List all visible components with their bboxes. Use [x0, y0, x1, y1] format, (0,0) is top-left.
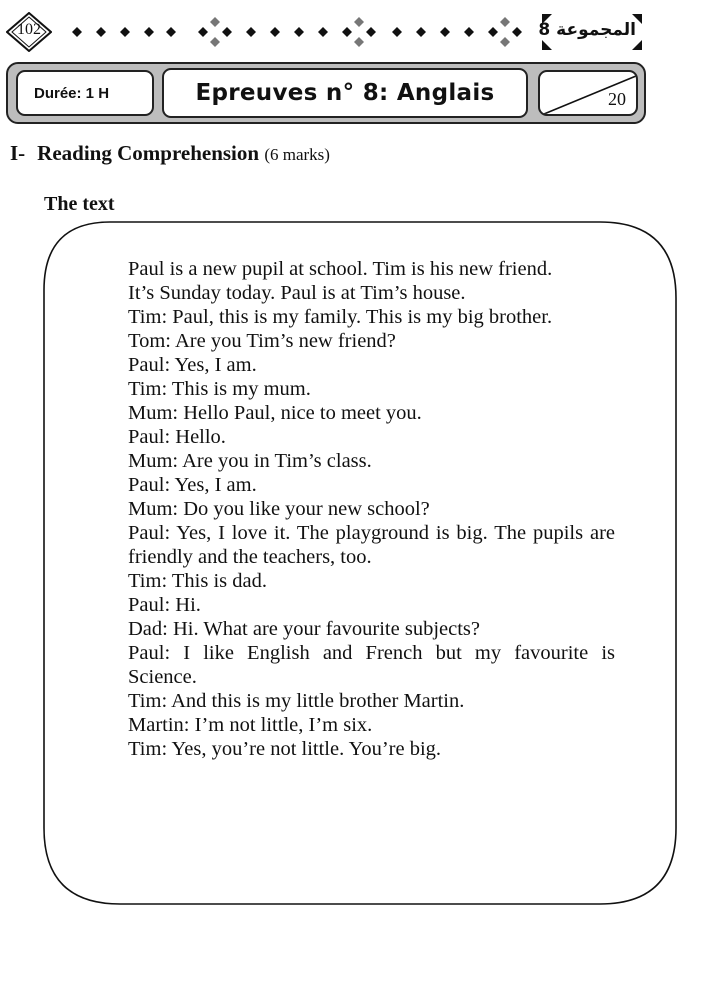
exam-title: Epreuves n° 8: Anglais: [195, 80, 495, 106]
score-total: 20: [608, 89, 626, 109]
page-number-badge: [6, 12, 52, 52]
group-label-box: [540, 12, 644, 52]
section-heading: [10, 141, 330, 166]
story-line: Tim: Yes, you’re not little. You’re big.: [128, 738, 442, 760]
story-line: Paul: Hi.: [128, 594, 201, 616]
story-line: Paul: Yes, I love it. The playground is big. The pupils are friendly and the teachers, too.: [128, 522, 615, 568]
duration-box: [16, 70, 154, 116]
story-line: Martin: I’m not little, I’m six.: [128, 714, 373, 736]
story-line: Paul: Hello.: [128, 426, 226, 448]
story-line: Tim: This is my mum.: [128, 378, 311, 400]
story-line: Paul: Yes, I am.: [128, 354, 257, 376]
exam-header: [6, 62, 646, 124]
story-line: Paul is a new pupil at school. Tim is his new friend.: [128, 258, 553, 280]
story-line: Tim: Paul, this is my family. This is my big brother.: [128, 306, 553, 328]
score-box: [538, 70, 638, 116]
story-text: [128, 257, 615, 761]
duration-label: Durée: 1 H: [34, 85, 110, 102]
title-box: [162, 68, 528, 118]
top-ornament-strip: [0, 0, 708, 60]
story-line: Tim: This is dad.: [128, 570, 267, 592]
page-number: 102: [17, 21, 41, 38]
group-label: المجموعة 8: [538, 20, 636, 40]
story-line: Mum: Are you in Tim’s class.: [128, 450, 372, 472]
diamond-ornament-icon: [58, 14, 538, 50]
story-line: Tom: Are you Tim’s new friend?: [128, 330, 396, 352]
section-title: Reading Comprehension: [37, 141, 260, 165]
story-line: It’s Sunday today. Paul is at Tim’s house.: [128, 282, 466, 304]
story-line: Mum: Hello Paul, nice to meet you.: [128, 402, 422, 424]
section-number: I-: [10, 141, 26, 165]
story-line: Paul: Yes, I am.: [128, 474, 257, 496]
section-marks: (6 marks): [264, 145, 330, 164]
story-line: Mum: Do you like your new school?: [128, 498, 430, 520]
text-subheading: The text: [44, 193, 115, 215]
story-line: Paul: I like English and French but my favourite is Science.: [128, 642, 615, 688]
story-line: Dad: Hi. What are your favourite subjects?: [128, 618, 480, 640]
story-line: Tim: And this is my little brother Martin.: [128, 690, 465, 712]
